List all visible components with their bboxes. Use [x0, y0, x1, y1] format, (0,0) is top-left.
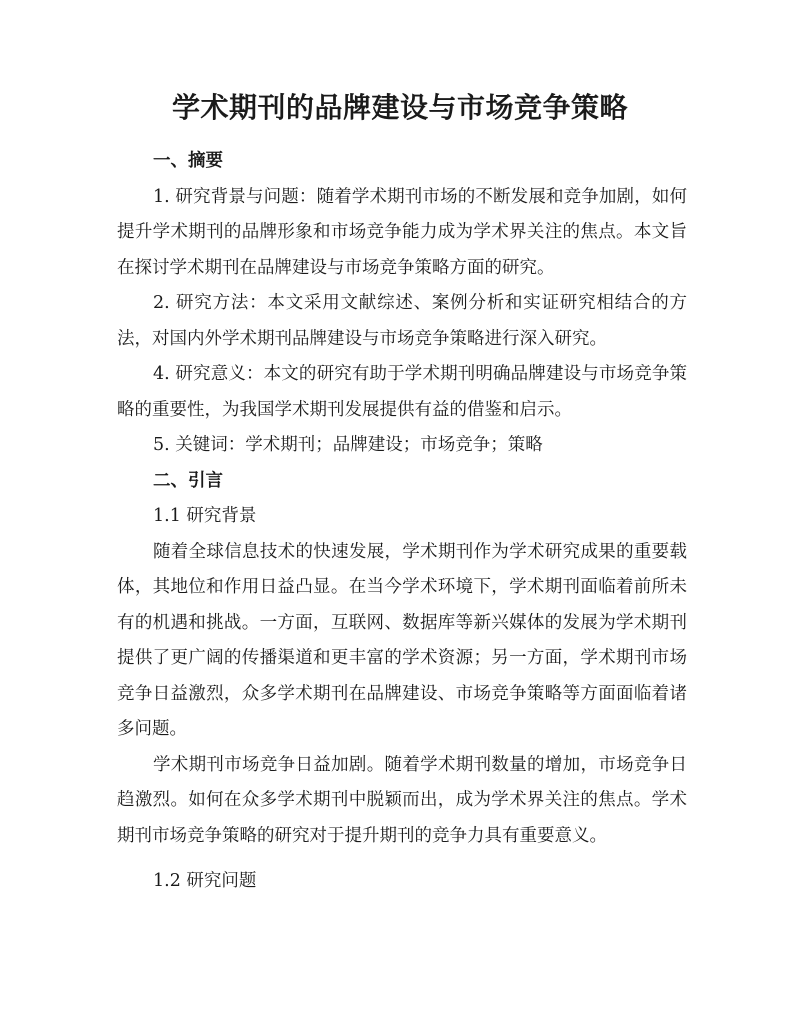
intro-paragraph-2: 学术期刊市场竞争日益加剧。随着学术期刊数量的增加，市场竞争日趋激烈。如何在众多学术期刊中脱颖而出，成为学术界关注的焦点。学术期刊市场竞争策略的研究对于提升期刊的竞争力具有重要意义。 — [117, 754, 687, 846]
abstract-item-background: 1. 研究背景与问题：随着学术期刊市场的不断发展和竞争加剧，如何提升学术期刊的品牌形象和市场竞争能力成为学术界关注的焦点。本文旨在探讨学术期刊在品牌建设与市场竞争策略方面的研究。 — [117, 186, 687, 278]
document-body — [117, 144, 687, 900]
abstract-item-keywords: 5. 关键词：学术期刊；品牌建设；市场竞争；策略 — [153, 435, 543, 455]
section-heading-introduction: 二、引言 — [153, 470, 223, 491]
abstract-item-significance: 4. 研究意义：本文的研究有助于学术期刊明确品牌建设与市场竞争策略的重要性，为我国学术期刊发展提供有益的借鉴和启示。 — [117, 364, 687, 420]
section-heading-abstract: 一、摘要 — [153, 151, 223, 171]
abstract-item-method: 2. 研究方法：本文采用文献综述、案例分析和实证研究相结合的方法，对国内外学术期刊品牌建设与市场竞争策略进行深入研究。 — [117, 293, 687, 349]
subsection-heading-questions: 1.2 研究问题 — [153, 871, 257, 891]
subsection-heading-background: 1.1 研究背景 — [153, 506, 257, 526]
document-title: 学术期刊的品牌建设与市场竞争策略 — [171, 91, 628, 124]
intro-paragraph-1: 随着全球信息技术的快速发展，学术期刊作为学术研究成果的重要载体，其地位和作用日益凸显。在当今学术环境下，学术期刊面临着前所未有的机遇和挑战。一方面，互联网、数据库等新兴媒体的发展为学术期刊提供了更广阔的传播渠道和更丰富的学术资源；另一方面，学术期刊市场竞争日益激烈，众多学术期刊在品牌建设、市场竞争策略等方面面临着诸多问题。 — [117, 541, 687, 739]
